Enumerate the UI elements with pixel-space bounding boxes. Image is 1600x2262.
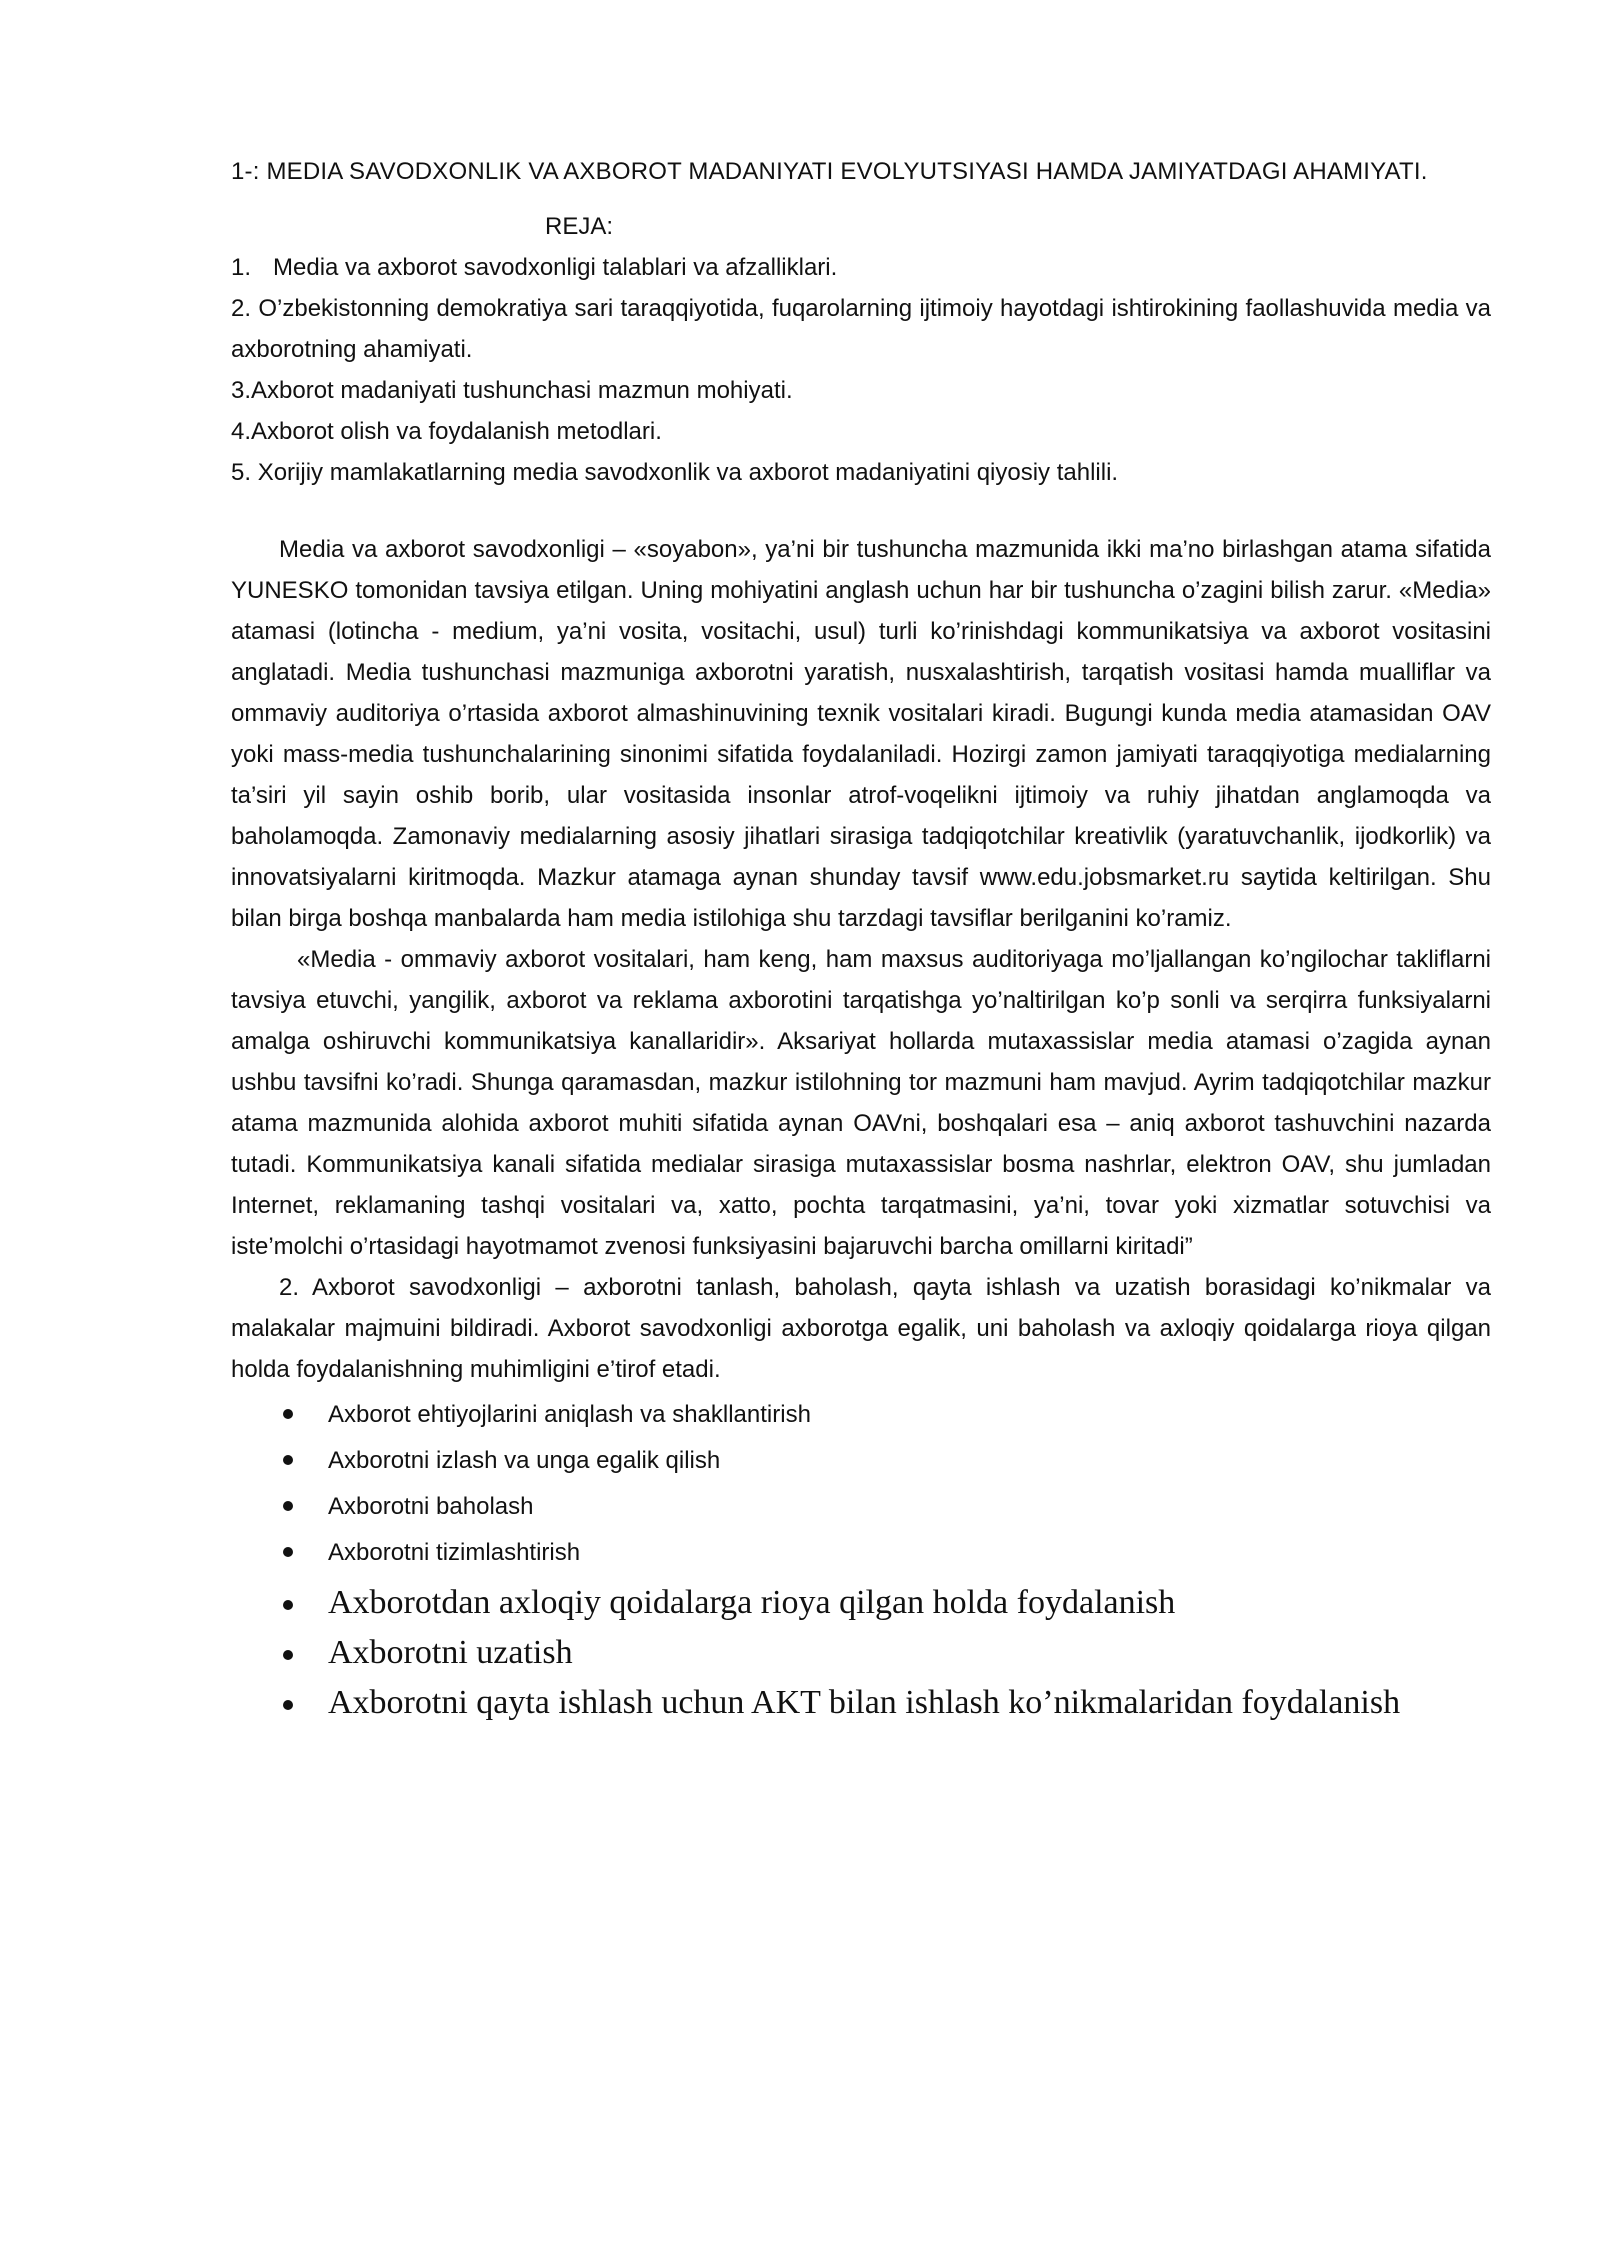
plan-item-number: 1. xyxy=(231,254,252,281)
plan-heading: REJA: xyxy=(545,213,614,240)
plan-item-text: Axborot madaniyati tushunchasi mazmun mohiyati. xyxy=(251,377,793,404)
bullet-icon xyxy=(283,1700,293,1710)
plan-list xyxy=(231,247,1491,493)
plan-item xyxy=(231,247,1491,288)
list-item xyxy=(231,1628,1491,1678)
list-item-text: Axborotni baholash xyxy=(328,1493,534,1520)
bullet-icon xyxy=(283,1600,293,1610)
list-item xyxy=(231,1484,1491,1530)
plan-item xyxy=(231,452,1491,493)
bullet-icon xyxy=(283,1455,293,1465)
bullet-list xyxy=(231,1578,1491,1728)
plan-item-text: O’zbekistonning demokratiya sari taraqqiyotida, fuqarolarning ijtimoiy hayotdagi ishtirokining faollashuvida media va axborotning ahamiyati. xyxy=(231,295,1491,363)
plan-item-text: Axborot olish va foydalanish metodlari. xyxy=(251,418,662,445)
list-item xyxy=(231,1578,1491,1628)
plan-item-text: Media va axborot savodxonligi talablari va afzalliklari. xyxy=(273,254,838,281)
document-title: 1-: MEDIA SAVODXONLIK VA AXBOROT MADANIYATI EVOLYUTSIYASI HAMDA JAMIYATDAGI AHAMIYATI. xyxy=(231,158,1428,185)
list-item-text: Axborot ehtiyojlarini aniqlash va shakllantirish xyxy=(328,1401,811,1428)
list-item-text: Axborotni qayta ishlash uchun AKT bilan ishlash ko’nikmalaridan foydalanish xyxy=(328,1684,1401,1721)
body-paragraph: «Media - ommaviy axborot vositalari, ham keng, ham maxsus auditoriyaga mo’ljallangan ko’ngilochar takliflarni tavsiya etuvchi, yangilik, axborot va reklama axborotini tarqatishga yo’naltirilgan ko’p sonli va serqirra funksiyalarni amalga oshiruvchi kommunikatsiya kanallaridir». Aksariyat hollarda mutaxassislar media atamasi o’zagida aynan ushbu tavsifni ko’radi. Shunga qaramasdan, mazkur istilohning tor mazmuni ham mavjud. Ayrim tadqiqotchilar mazkur atama mazmunida alohida axborot muhiti sifatida aynan OAVni, boshqalari esa – aniq axborot tashuvchini nazarda tutadi. Kommunikatsiya kanali sifatida medialar sirasiga mutaxassislar bosma nashrlar, elektron OAV, shu jumladan Internet, reklamaning tashqi vositalari va, xatto, pochta tarqatmasini, ya’ni, tovar yoki xizmatlar sotuvchisi va iste’molchi o’rtasidagi hayotmamot zvenosi funksiyasini bajaruvchi barcha omillarni kiritadi” xyxy=(231,946,1491,1260)
bullet-icon xyxy=(283,1547,293,1557)
list-item xyxy=(231,1392,1491,1438)
body-paragraph: 2. Axborot savodxonligi – axborotni tanlash, baholash, qayta ishlash va uzatish borasidagi ko’nikmalar va malakalar majmuini bildiradi. Axborot savodxonligi axborotga egalik, uni baholash va axloqiy qoidalarga rioya qilgan holda foydalanishning muhimligini e’tirof etadi. xyxy=(231,1274,1491,1383)
plan-item xyxy=(231,411,1491,452)
plan-item-number: 5. xyxy=(231,459,252,486)
plan-item-number: 3. xyxy=(231,377,252,404)
list-item xyxy=(231,1678,1491,1728)
plan-item-text: Xorijiy mamlakatlarning media savodxonlik va axborot madaniyatini qiyosiy tahlili. xyxy=(257,459,1119,486)
plan-item-number: 4. xyxy=(231,418,252,445)
bullet-icon xyxy=(283,1409,293,1419)
bullet-list xyxy=(231,1392,1491,1576)
body-paragraph: Media va axborot savodxonligi – «soyabon», ya’ni bir tushuncha mazmunida ikki ma’no birlashgan atama sifatida YUNESKO tomonidan tavsiya etilgan. Uning mohiyatini anglash uchun har bir tushuncha o’zagini bilish zarur. «Media» atamasi (lotincha - medium, ya’ni vosita, vositachi, usul) turli ko’rinishdagi kommunikatsiya va axborot vositasini anglatadi. Media tushunchasi mazmuniga axborotni yaratish, nusxalashtirish, tarqatish vositasi hamda mualliflar va ommaviy auditoriya o’rtasida axborot almashinuvining texnik vositalari kiradi. Bugungi kunda media atamasidan OAV yoki mass-media tushunchalarining sinonimi sifatida foydalaniladi. Hozirgi zamon jamiyati taraqqiyotiga medialarning ta’siri yil sayin oshib borib, ular vositasida insonlar atrof-voqelikni ijtimoiy va ruhiy jihatdan anglamoqda va baholamoqda. Zamonaviy medialarning asosiy jihatlari sirasiga tadqiqotchilar kreativlik (yaratuvchanlik, ijodkorlik) va innovatsiyalarni kiritmoqda. Mazkur atamaga aynan shunday tavsif www.edu.jobsmarket.ru saytida keltirilgan. Shu bilan birga boshqa manbalarda ham media istilohiga shu tarzdagi tavsiflar berilganini ko’ramiz. xyxy=(231,536,1491,932)
list-item-text: Axborotni uzatish xyxy=(328,1634,573,1671)
list-item-text: Axborotdan axloqiy qoidalarga rioya qilgan holda foydalanish xyxy=(328,1584,1176,1621)
plan-item xyxy=(231,370,1491,411)
list-item-text: Axborotni tizimlashtirish xyxy=(328,1539,581,1566)
list-item-text: Axborotni izlash va unga egalik qilish xyxy=(328,1447,721,1474)
document-page xyxy=(231,152,1491,1728)
list-item xyxy=(231,1438,1491,1484)
plan-item xyxy=(231,288,1491,370)
plan-item-number: 2. xyxy=(231,295,252,322)
list-item xyxy=(231,1530,1491,1576)
bullet-icon xyxy=(283,1650,293,1660)
bullet-icon xyxy=(283,1501,293,1511)
